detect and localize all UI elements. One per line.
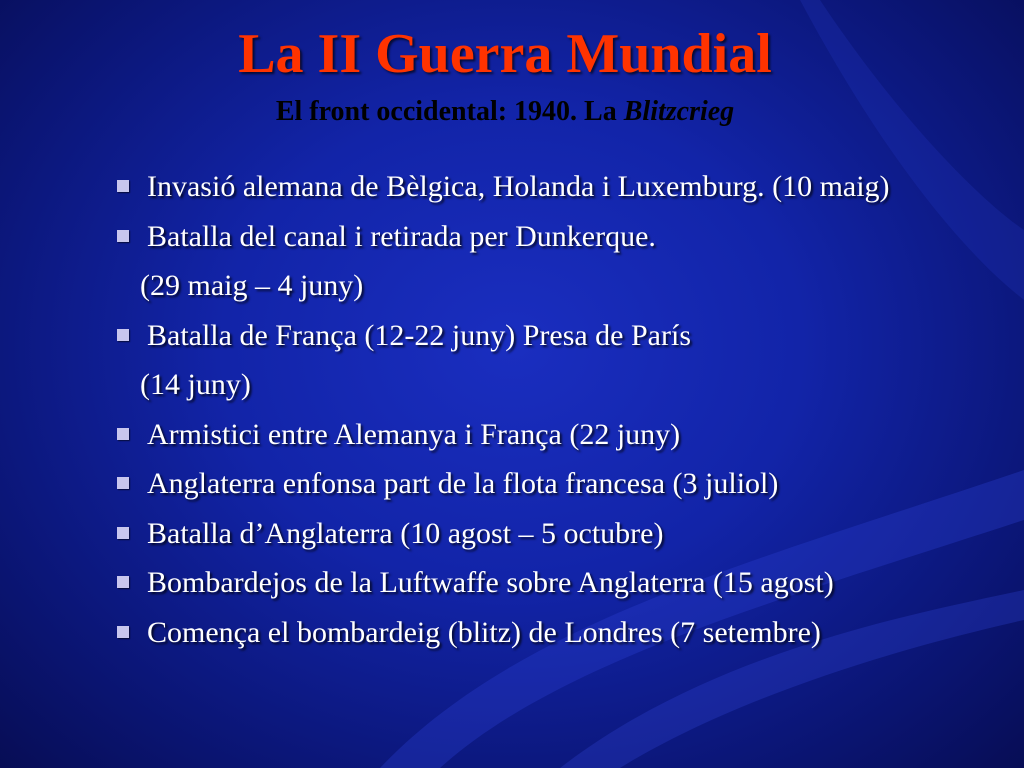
bullet-text: Batalla del canal i retirada per Dunkerque. [147, 219, 656, 253]
square-bullet-icon [117, 428, 129, 440]
bullet-item [112, 410, 992, 460]
square-bullet-icon [117, 527, 129, 539]
bullet-text: Anglaterra enfonsa part de la flota francesa (3 juliol) [147, 467, 779, 500]
bullet-item [112, 212, 992, 262]
bullet-text: (29 maig – 4 juny) [140, 269, 364, 302]
bullet-text: Batalla de França (12-22 juny) Presa de París [147, 318, 691, 352]
bullet-item [112, 162, 992, 212]
bullet-item [112, 459, 992, 509]
bullet-item [112, 311, 992, 361]
bullet-list [112, 162, 992, 657]
bullet-item [112, 509, 992, 559]
bullet-item [112, 608, 992, 658]
square-bullet-icon [117, 576, 129, 588]
subtitle-italic-text: Blitzcrieg [623, 96, 735, 127]
bullet-item [112, 558, 992, 608]
subtitle-main-text: El front occidental: 1940. La [275, 96, 624, 127]
bullet-text: Batalla d’Anglaterra (10 agost – 5 octubre) [147, 516, 664, 550]
bullet-continuation [112, 261, 992, 311]
square-bullet-icon [117, 329, 129, 341]
square-bullet-icon [117, 230, 129, 242]
slide-subtitle [0, 94, 1010, 130]
bullet-continuation [112, 360, 992, 410]
bullet-text: Bombardejos de la Luftwaffe sobre Anglaterra (15 agost) [147, 566, 834, 599]
bullet-text: (14 juny) [140, 368, 251, 401]
square-bullet-icon [117, 626, 129, 638]
square-bullet-icon [117, 180, 129, 192]
bullet-text: Comença el bombardeig (blitz) de Londres (7 setembre) [147, 615, 821, 649]
slide-title: La II Guerra Mundial [238, 23, 772, 85]
square-bullet-icon [117, 477, 129, 489]
bullet-text: Armistici entre Alemanya i França (22 juny) [147, 417, 681, 451]
bullet-text: Invasió alemana de Bèlgica, Holanda i Luxemburg. (10 maig) [147, 170, 890, 203]
